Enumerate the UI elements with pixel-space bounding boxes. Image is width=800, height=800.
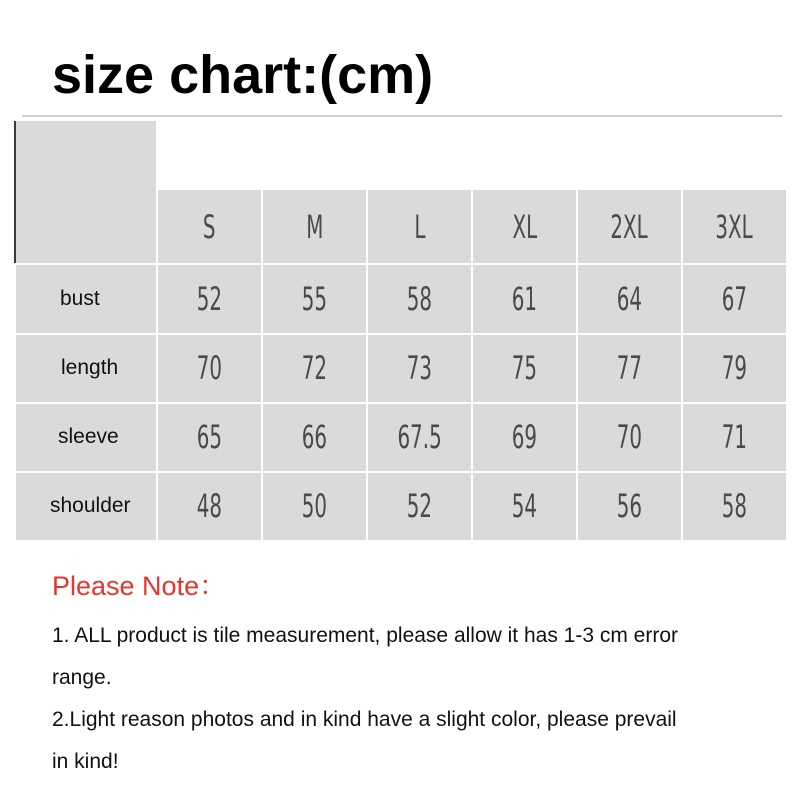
- note-heading: Please Note：: [52, 571, 227, 601]
- table-cell: 75: [472, 334, 577, 403]
- table-cell: 61: [472, 264, 577, 333]
- top-divider: [22, 115, 782, 117]
- table-cell: 50: [262, 472, 367, 541]
- note-line-2: 2.Light reason photos and in kind have a slight color, please prevail: [52, 708, 677, 731]
- table-cell: 58: [682, 472, 787, 541]
- size-col-header: 3XL: [682, 189, 787, 264]
- size-col-header: 2XL: [577, 189, 682, 264]
- table-cell: 56: [577, 472, 682, 541]
- table-cell: 73: [367, 334, 472, 403]
- size-col-header: L: [367, 189, 472, 264]
- size-col-header: M: [262, 189, 367, 264]
- size-header-cell: [15, 120, 157, 264]
- table-cell: 67.5: [367, 403, 472, 472]
- size-col-header: S: [157, 189, 262, 264]
- table-row-bust: [15, 264, 787, 333]
- table-cell: 67: [682, 264, 787, 333]
- table-cell: 65: [157, 403, 262, 472]
- table-cell: 55: [262, 264, 367, 333]
- table-cell: 66: [262, 403, 367, 472]
- blank-header-band: [157, 120, 787, 189]
- table-cell: 64: [577, 264, 682, 333]
- note-line-1-continued: range.: [52, 666, 112, 689]
- size-chart-table: [14, 119, 788, 542]
- note-line-1: 1. ALL product is tile measurement, please allow it has 1-3 cm error: [52, 624, 679, 647]
- table-cell: 52: [157, 264, 262, 333]
- row-label: bust: [15, 264, 157, 333]
- table-row-sleeve: [15, 403, 787, 472]
- table-row-length: [15, 334, 787, 403]
- table-row-shoulder: [15, 472, 787, 541]
- table-cell: 77: [577, 334, 682, 403]
- table-cell: 58: [367, 264, 472, 333]
- table-cell: 69: [472, 403, 577, 472]
- row-label: shoulder: [15, 472, 157, 541]
- page-title: size chart:(cm): [52, 45, 434, 105]
- note-line-2-continued: in kind!: [52, 750, 119, 773]
- table-top-blank-row: [15, 120, 787, 189]
- table-cell: 48: [157, 472, 262, 541]
- table-cell: 79: [682, 334, 787, 403]
- table-cell: 70: [157, 334, 262, 403]
- size-col-header: XL: [472, 189, 577, 264]
- row-label: sleeve: [15, 403, 157, 472]
- table-cell: 72: [262, 334, 367, 403]
- table-cell: 70: [577, 403, 682, 472]
- row-label: length: [15, 334, 157, 403]
- table-cell: 54: [472, 472, 577, 541]
- table-cell: 71: [682, 403, 787, 472]
- table-cell: 52: [367, 472, 472, 541]
